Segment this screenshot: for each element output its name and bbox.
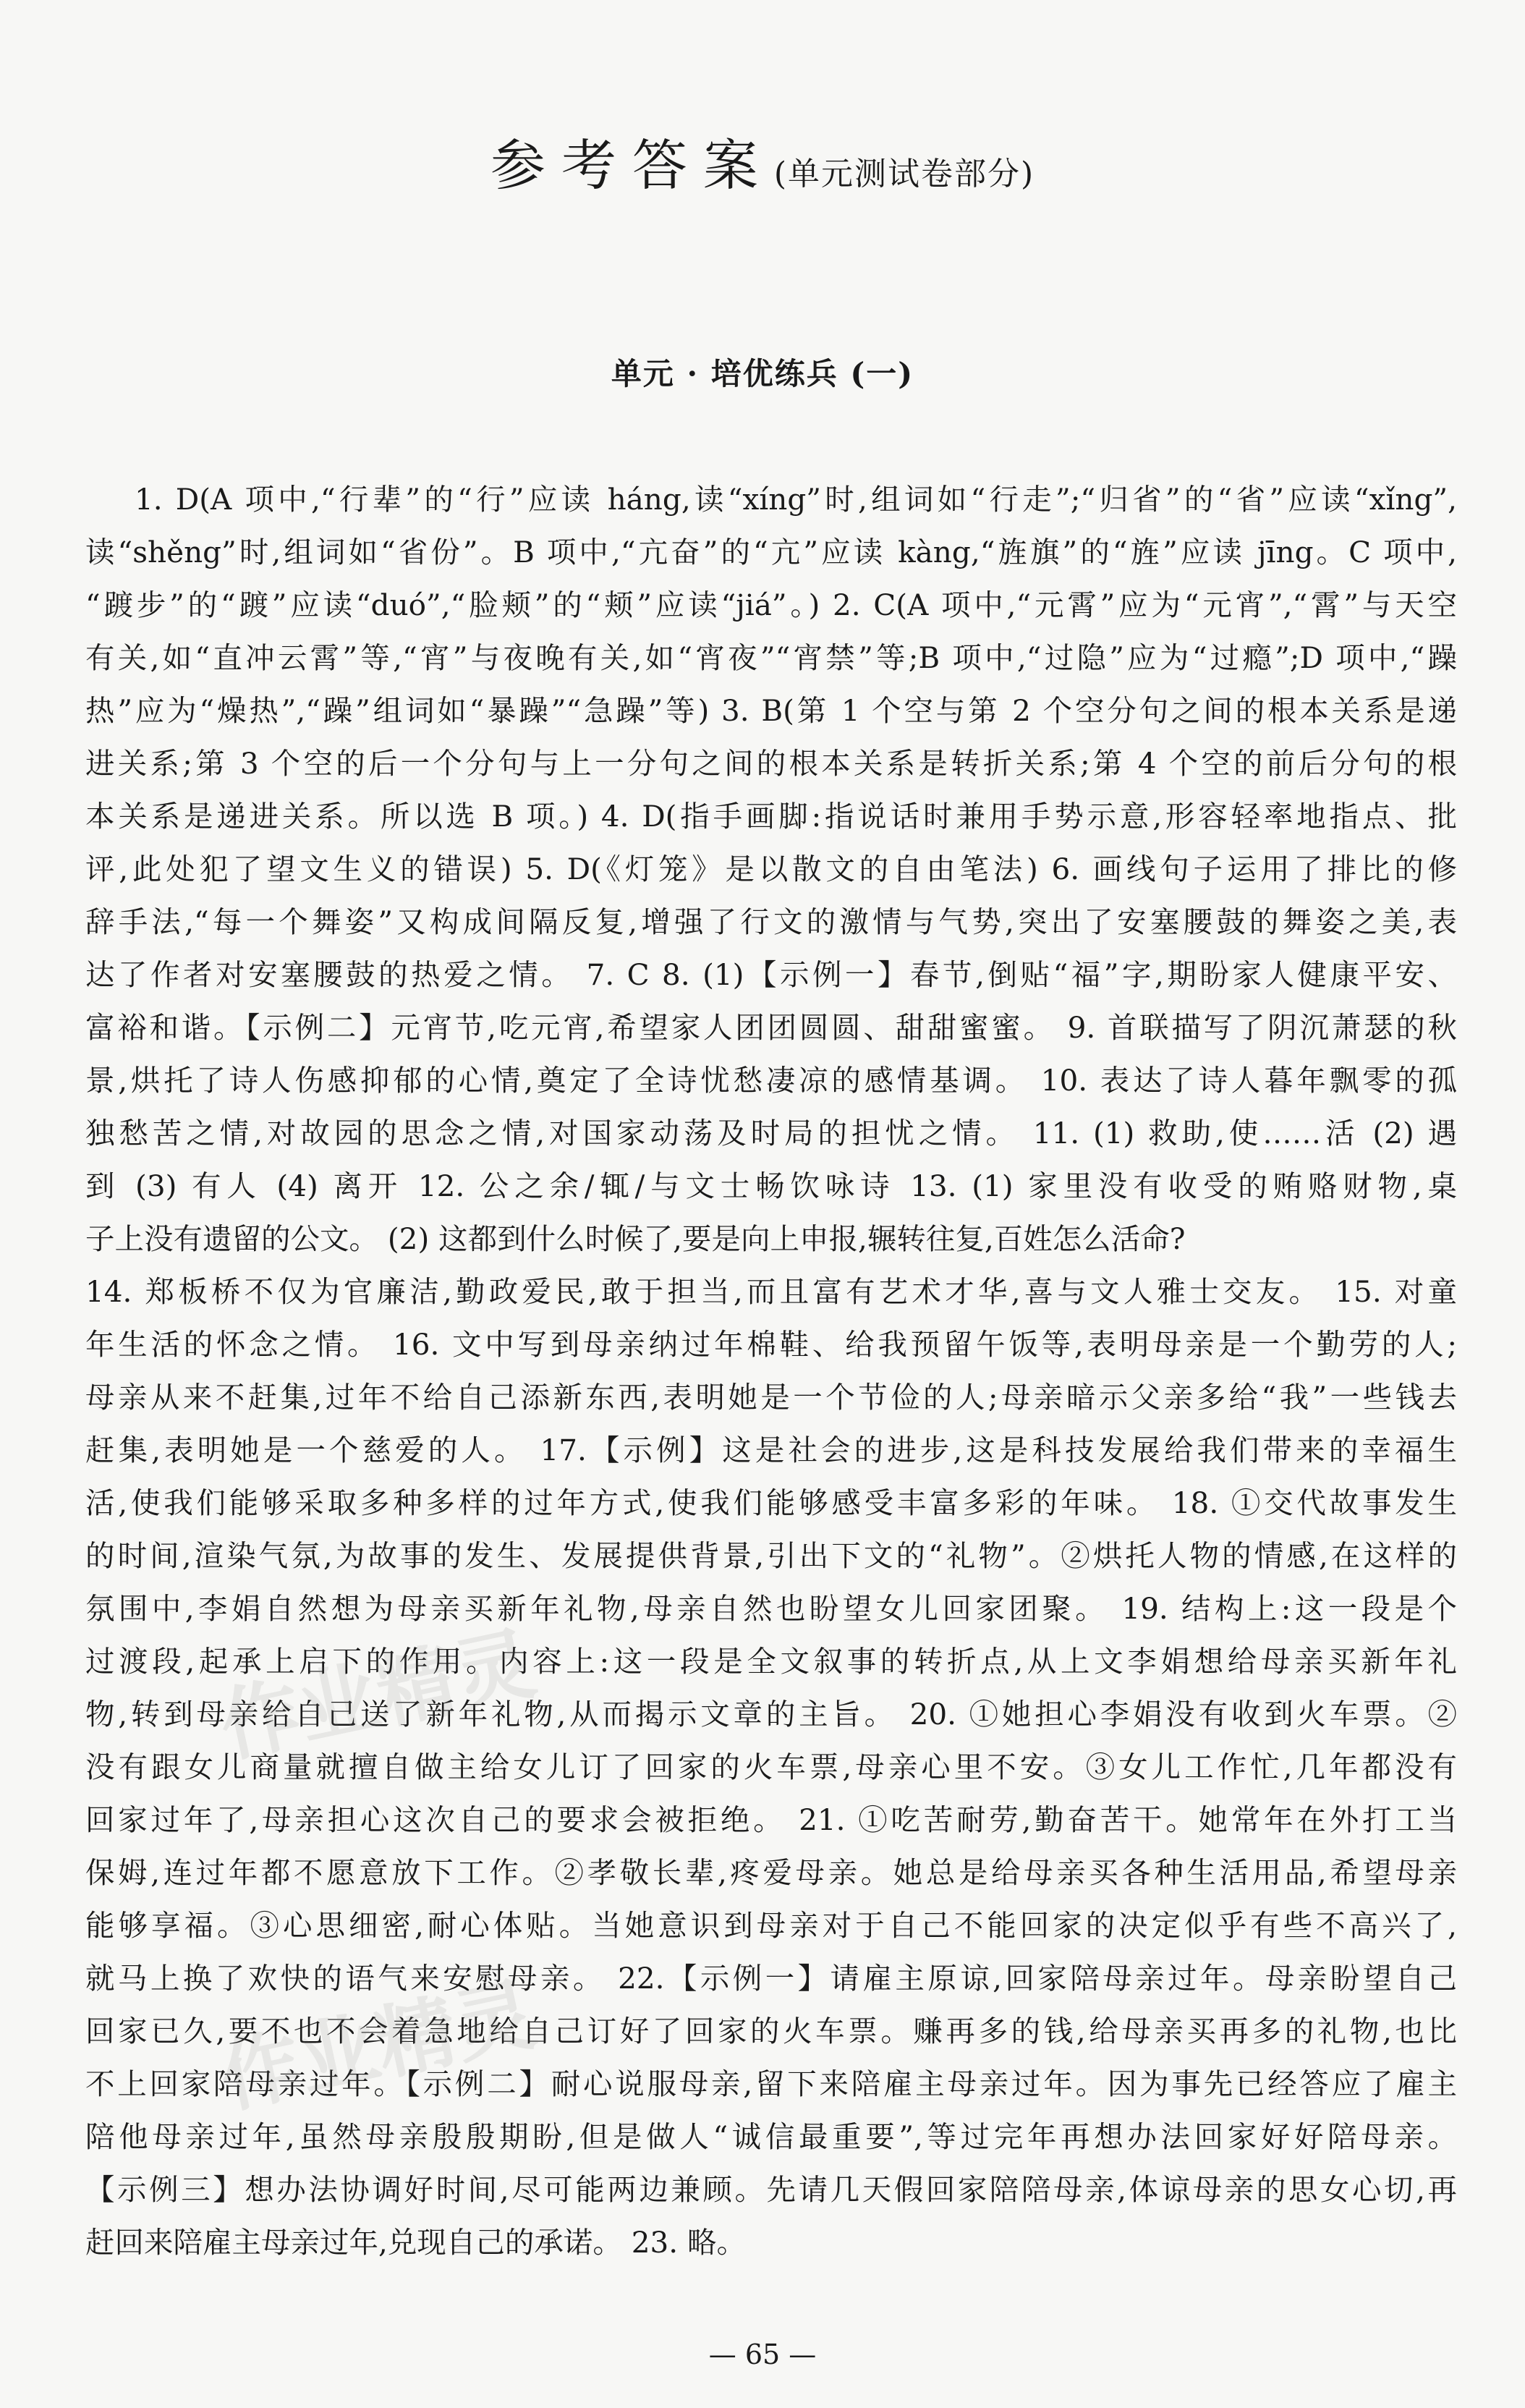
section-title: 单元 · 培优练兵 (一) (611, 356, 914, 391)
answer-line: “踱步”的“踱”应读“duó”,“脸颊”的“颊”应读“jiá”。) 2. C(A 项中,“元霄”应为“元宵”,“霄”与天空 (85, 588, 1457, 622)
page-title (0, 122, 1525, 200)
watermark: 作业精灵 (212, 1967, 543, 2125)
answer-line: 物,转到母亲给自己送了新年礼物,从而揭示文章的主旨。 20. ①她担心李娟没有收到火车票。② (85, 1697, 1457, 1731)
title-main: 参考答案 (490, 133, 774, 198)
answer-line: 辞手法,“每一个舞姿”又构成间隔反复,增强了行文的激情与气势,突出了安塞腰鼓的舞姿之美,表 (85, 904, 1457, 939)
title-subtitle: (单元测试卷部分) (773, 156, 1035, 192)
answer-line: 子上没有遗留的公文。 (2) 这都到什么时候了,要是向上申报,辗转往复,百姓怎么活命? (85, 1221, 1186, 1256)
answer-line: 氛围中,李娟自然想为母亲买新年礼物,母亲自然也盼望女儿回家团聚。 19. 结构上:这一段是个 (85, 1591, 1457, 1626)
answer-line: 进关系;第 3 个空的后一个分句与上一分句之间的根本关系是转折关系;第 4 个空的前后分句的根 (85, 746, 1457, 781)
answer-line: 年生活的怀念之情。 16. 文中写到母亲纳过年棉鞋、给我预留午饭等,表明母亲是一个勤劳的人; (85, 1327, 1457, 1362)
answer-line: 【示例三】想办法协调好时间,尽可能两边兼顾。先请几天假回家陪陪母亲,体谅母亲的思女心切,再 (85, 2172, 1457, 2207)
answer-line: 热”应为“燥热”,“躁”组词如“暴躁”“急躁”等) 3. B(第 1 个空与第 2 个空分句之间的根本关系是递 (85, 693, 1457, 728)
answer-line: 读“shěng”时,组词如“省份”。B 项中,“亢奋”的“亢”应读 kàng,“旌旗”的“旌”应读 jīng。C 项中, (85, 535, 1457, 569)
answer-line: 到 (3) 有人 (4) 离开 12. 公之余/辄/与文士畅饮咏诗 13. (1) 家里没有收受的贿赂财物,桌 (85, 1169, 1457, 1203)
answer-line: 就马上换了欢快的语气来安慰母亲。 22.【示例一】请雇主原谅,回家陪母亲过年。母亲盼望自己 (85, 1961, 1457, 1996)
answer-line: 母亲从来不赶集,过年不给自己添新东西,表明她是一个节俭的人;母亲暗示父亲多给“我”一些钱去 (85, 1380, 1457, 1415)
answer-line: 不上回家陪母亲过年。【示例二】耐心说服母亲,留下来陪雇主母亲过年。因为事先已经答应了雇主 (85, 2066, 1457, 2101)
answer-line: 的时间,渲染气氛,为故事的发生、发展提供背景,引出下文的“礼物”。②烘托人物的情感,在这样的 (85, 1538, 1457, 1573)
answer-line: 有关,如“直冲云霄”等,“宵”与夜晚有关,如“宵夜”“宵禁”等;B 项中,“过隐”应为“过瘾”;D 项中,“躁 (85, 640, 1457, 675)
answer-line: 保姆,连过年都不愿意放下工作。②孝敬长辈,疼爱母亲。她总是给母亲买各种生活用品,希望母亲 (85, 1855, 1457, 1890)
answer-line: 14. 郑板桥不仅为官廉洁,勤政爱民,敢于担当,而且富有艺术才华,喜与文人雅士交友。 15. 对童 (85, 1274, 1457, 1309)
answer-line: 陪他母亲过年,虽然母亲殷殷期盼,但是做人“诚信最重要”,等过完年再想办法回家好好陪母亲。 (85, 2119, 1457, 2154)
answer-line: 活,使我们能够采取多种多样的过年方式,使我们能够感受丰富多彩的年味。 18. ①交代故事发生 (85, 1485, 1457, 1520)
answer-line: 独愁苦之情,对故园的思念之情,对国家动荡及时局的担忧之情。 11. (1) 救助,使……活 (2) 遇 (85, 1116, 1457, 1150)
answer-line: 景,烘托了诗人伤感抑郁的心情,奠定了全诗忧愁凄凉的感情基调。 10. 表达了诗人暮年飘零的孤 (85, 1063, 1457, 1098)
answer-line: 没有跟女儿商量就擅自做主给女儿订了回家的火车票,母亲心里不安。③女儿工作忙,几年都没有 (85, 1750, 1457, 1784)
page-number: — 65 — (708, 2339, 817, 2370)
answer-line: 1. D(A 项中,“行辈”的“行”应读 háng,读“xíng”时,组词如“行走”;“归省”的“省”应读“xǐng”, (135, 482, 1457, 517)
answer-line: 能够享福。③心思细密,耐心体贴。当她意识到母亲对于自己不能回家的决定似乎有些不高兴了, (85, 1908, 1457, 1943)
watermark: 作业精灵 (212, 1616, 543, 1774)
answer-line: 评,此处犯了望文生义的错误) 5. D(《灯笼》是以散文的自由笔法) 6. 画线句子运用了排比的修 (85, 852, 1457, 886)
answer-body (85, 473, 1457, 2269)
answer-line: 过渡段,起承上启下的作用。内容上:这一段是全文叙事的转折点,从上文李娟想给母亲买新年礼 (85, 1644, 1457, 1679)
answer-line: 赶回来陪雇主母亲过年,兑现自己的承诺。 23. 略。 (85, 2225, 747, 2260)
answer-line: 回家已久,要不也不会着急地给自己订好了回家的火车票。赚再多的钱,给母亲买再多的礼物,也比 (85, 2014, 1457, 2048)
answer-line: 达了作者对安塞腰鼓的热爱之情。 7. C 8. (1)【示例一】春节,倒贴“福”字,期盼家人健康平安、 (85, 957, 1457, 992)
answer-line: 回家过年了,母亲担心这次自己的要求会被拒绝。 21. ①吃苦耐劳,勤奋苦干。她常年在外打工当 (85, 1802, 1457, 1837)
answer-line: 本关系是递进关系。所以选 B 项。) 4. D(指手画脚:指说话时兼用手势示意,形容轻率地指点、批 (85, 799, 1457, 834)
answer-line: 富裕和谐。【示例二】元宵节,吃元宵,希望家人团团圆圆、甜甜蜜蜜。 9. 首联描写了阴沉萧瑟的秋 (85, 1010, 1457, 1045)
answer-line: 赶集,表明她是一个慈爱的人。 17.【示例】这是社会的进步,这是科技发展给我们带来的幸福生 (85, 1433, 1457, 1467)
